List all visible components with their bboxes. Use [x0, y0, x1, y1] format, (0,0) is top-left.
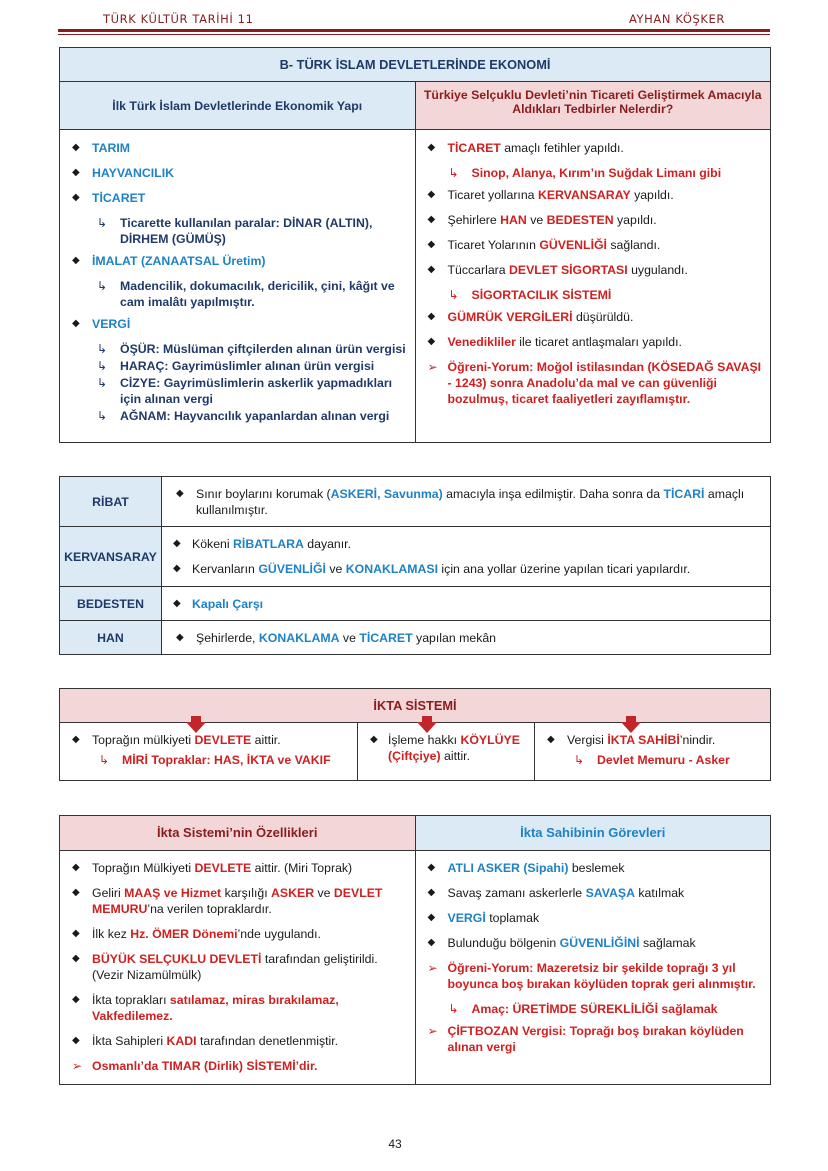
- arrow-right-icon: ➢: [427, 360, 438, 374]
- arrow-icon: ↳: [99, 753, 110, 767]
- list-item: ◆ Geliri MAAŞ ve Hizmet karşılığı ASKER ve DEVLET MEMURU’na verilen topraklardır.: [72, 886, 383, 916]
- list-item: ◆ İkta Sahipleri KADI tarafından denetlenmiştir.: [72, 1034, 339, 1048]
- page-number: 43: [388, 1137, 402, 1151]
- arrow-icon: ↳: [97, 279, 108, 293]
- page-header: [103, 12, 725, 28]
- list-subitem: ↳ HARAÇ: Gayrimüslimler alınan ürün vergisi: [97, 359, 375, 373]
- economy-table: [59, 47, 771, 443]
- list-subitem: ↳ CİZYE: Gayrimüslimlerin askerlik yapmadıkları için alınan vergi: [97, 376, 393, 406]
- arrow-icon: ↳: [97, 359, 108, 373]
- han-label: HAN: [60, 621, 162, 655]
- arrow-right-icon: ➢: [72, 1059, 83, 1073]
- ikta-duties-list: [415, 851, 771, 1084]
- ribat-desc: ◆ Sınır boylarını korumak (ASKERİ, Savunma) amacıyla inşa edilmiştir. Daha sonra da TİCARİ amaçlı kullanılmıştır.: [162, 477, 771, 527]
- kervansaray-desc: ◆ Kökeni RİBATLARA dayanır. ◆ Kervanların GÜVENLİĞİ ve KONAKLAMASI için ana yollar üzerine yapılan ticari yapılardır.: [162, 527, 771, 587]
- list-item: ◆ Venedikliler ile ticaret antlaşmaları yapıldı.: [427, 335, 682, 349]
- list-item: ◆ TARIM: [72, 141, 131, 155]
- ikta-holder-duties-header: İkta Sahibinin Görevleri: [415, 816, 771, 850]
- header-rule-thin: [58, 34, 770, 35]
- list-subitem: ↳ Ticarette kullanılan paralar: DİNAR (ALTIN), DİRHEM (GÜMÜŞ): [97, 216, 373, 246]
- list-item: ◆ İMALAT (ZANAATSAL Üretim): [72, 254, 266, 268]
- list-item: ➢ Osmanlı’da TIMAR (Dirlik) SİSTEMİ’dir.: [72, 1059, 318, 1073]
- seljuk-trade-list: [415, 130, 771, 442]
- arrow-right-icon: ➢: [427, 961, 438, 975]
- ikta-details-table: [59, 815, 771, 1085]
- right-column-header: Türkiye Selçuklu Devleti’nin Ticareti Geliştirmek Amacıyla Aldıkları Tedbirler Nelerdir?: [415, 82, 771, 129]
- ikta-tax: ◆ Vergisi İKTA SAHİBİ’nindir. ↳ Devlet Memuru - Asker: [534, 723, 770, 780]
- ikta-system-box: [59, 688, 771, 781]
- list-item: ◆ Ticaret Yolarının GÜVENLİĞİ sağlandı.: [427, 238, 661, 252]
- list-item: ◆ VERGİ: [72, 317, 131, 331]
- list-item: ◆ İkta toprakları satılamaz, miras bırakılamaz, Vakfedilemez.: [72, 993, 339, 1023]
- list-item: ➢ Öğreni-Yorum: Mazeretsiz bir şekilde toprağı 3 yıl boyunca boş bırakan köylüden toprak geri alınmıştır.: [427, 961, 756, 991]
- arrow-icon: ↳: [97, 342, 108, 356]
- han-desc: ◆ Şehirlerde, KONAKLAMA ve TİCARET yapılan mekân: [162, 621, 771, 655]
- list-item: ◆ Toprağın Mülkiyeti DEVLETE aittir. (Miri Toprak): [72, 861, 353, 875]
- ikta-features-header: İkta Sistemi’nin Özellikleri: [60, 816, 415, 850]
- list-item: ◆ Tüccarlara DEVLET SİGORTASI uygulandı.: [427, 263, 688, 277]
- arrow-icon: ↳: [97, 376, 108, 390]
- list-item: ◆ Ticaret yollarına KERVANSARAY yapıldı.: [427, 188, 674, 202]
- ribat-label: RİBAT: [60, 477, 162, 527]
- early-economy-list: [60, 130, 415, 442]
- list-item: ◆ ATLI ASKER (Sipahi) beslemek: [427, 861, 625, 875]
- list-subitem: ↳ ÖŞÜR: Müslüman çiftçilerden alınan ürün vergisi: [97, 342, 406, 356]
- list-item: ◆ TİCARET: [72, 191, 146, 205]
- structures-table: [59, 476, 771, 655]
- list-item: ◆ Bulunduğu bölgenin GÜVENLİĞİNİ sağlamak: [427, 936, 696, 950]
- bedesten-desc: ◆ Kapalı Çarşı: [162, 587, 771, 621]
- list-subitem: ↳ Sinop, Alanya, Kırım’ın Suğdak Limanı gibi: [448, 166, 722, 180]
- arrow-right-icon: ➢: [427, 1024, 438, 1038]
- list-item: ◆ GÜMRÜK VERGİLERİ düşürüldü.: [427, 310, 634, 324]
- kervansaray-label: KERVANSARAY: [60, 527, 162, 587]
- list-subitem: ↳ AĞNAM: Hayvancılık yapanlardan alınan vergi: [97, 409, 390, 423]
- list-item: ◆ İlk kez Hz. ÖMER Dönemi’nde uygulandı.: [72, 927, 321, 941]
- left-column-header: İlk Türk İslam Devletlerinde Ekonomik Yapı: [60, 82, 415, 129]
- list-item: ◆ Savaş zamanı askerlerle SAVAŞA katılmak: [427, 886, 685, 900]
- list-subitem: ↳ SİGORTACILIK SİSTEMİ: [448, 288, 612, 302]
- arrow-icon: ↳: [448, 1002, 459, 1016]
- ikta-ownership: ◆ Toprağın mülkiyeti DEVLETE aittir. ↳ MİRİ Topraklar: HAS, İKTA ve VAKIF: [60, 723, 357, 780]
- list-item: ➢ ÇİFTBOZAN Vergisi: Toprağı boş bırakan köylüden alınan vergi: [427, 1024, 744, 1054]
- list-item: ➢ Öğreni-Yorum: Moğol istilasından (KÖSEDAĞ SAVAŞI - 1243) sonra Anadolu’da mal ve can güvenliği bozulmuş, ticaret faaliyetleri zayıflamıştır.: [427, 360, 762, 406]
- header-rule: [58, 29, 770, 32]
- list-item: ◆ VERGİ toplamak: [427, 911, 540, 925]
- list-subitem: ↳ Amaç: ÜRETİMDE SÜREKLİLİĞİ sağlamak: [448, 1002, 718, 1016]
- list-item: ◆ HAYVANCILIK: [72, 166, 174, 180]
- header-left: TÜRK KÜLTÜR TARİHİ 11: [103, 12, 254, 26]
- list-item: ◆ Şehirlere HAN ve BEDESTEN yapıldı.: [427, 213, 657, 227]
- arrow-icon: ↳: [97, 409, 108, 423]
- ikta-title: İKTA SİSTEMİ: [60, 689, 770, 723]
- ikta-features-list: [60, 851, 415, 1084]
- ikta-usage: ◆ İşleme hakkı KÖYLÜYE (Çiftçiye) aittir.: [357, 723, 534, 780]
- list-item: ◆ TİCARET amaçlı fetihler yapıldı.: [427, 141, 624, 155]
- list-item: ◆ BÜYÜK SELÇUKLU DEVLETİ tarafından geliştirildi. (Vezir Nizamülmülk): [72, 952, 378, 982]
- header-right: AYHAN KÖŞKER: [628, 12, 725, 26]
- arrow-icon: ↳: [574, 753, 585, 767]
- arrow-icon: ↳: [448, 166, 459, 180]
- bedesten-label: BEDESTEN: [60, 587, 162, 621]
- list-subitem: ↳ Madencilik, dokumacılık, dericilik, çini, kâğıt ve cam imalâtı yapılmıştır.: [97, 279, 395, 309]
- arrow-icon: ↳: [97, 216, 108, 230]
- economy-title: B- TÜRK İSLAM DEVLETLERİNDE EKONOMİ: [60, 48, 770, 82]
- arrow-icon: ↳: [448, 288, 459, 302]
